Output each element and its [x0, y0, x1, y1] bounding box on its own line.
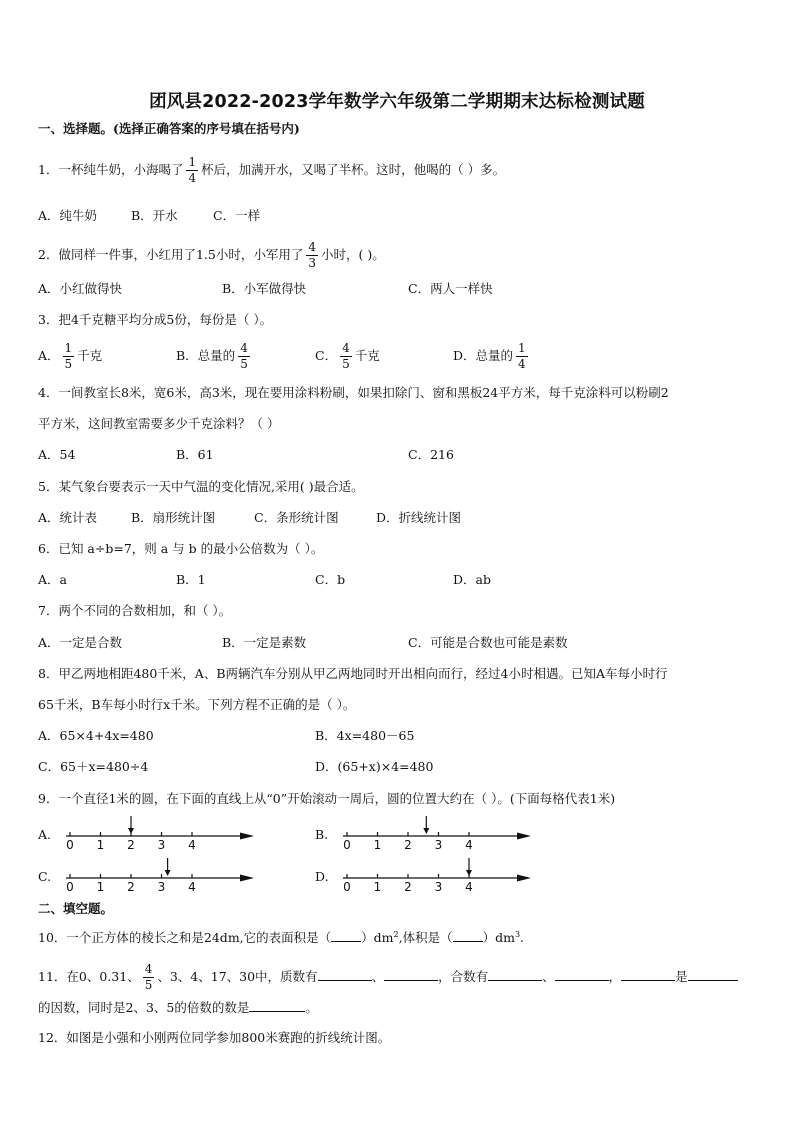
answer-blank[interactable] — [555, 968, 609, 981]
q3-option-c[interactable]: C． $\frac{4}{5}$ 千克 — [315, 341, 380, 371]
q1-option-a[interactable]: A．纯牛奶 — [38, 208, 98, 223]
q4-option-a[interactable]: A．54 — [38, 447, 76, 462]
number-line-tick-label: 1 — [96, 838, 105, 852]
q7-option-a[interactable]: A．一定是合数 — [38, 635, 123, 650]
number-line-tick-label: 4 — [465, 880, 473, 894]
q9-option-a-label[interactable]: A. — [38, 827, 52, 842]
number-line-tick-label: 2 — [404, 838, 412, 852]
q3-option-a[interactable]: A． $\frac{1}{5}$ 千克 — [38, 341, 103, 371]
question-9: 9．一个直径1米的圆，在下面的直线上从“0”开始滚动一周后，圆的位置大约在（ ）。(下面每格代表1米) — [38, 791, 616, 806]
question-1-stem: 1．一杯纯牛奶，小海喝了 — [38, 162, 184, 177]
answer-blank[interactable] — [453, 929, 483, 942]
answer-blank[interactable] — [331, 929, 361, 942]
number-line-tick-label: 2 — [127, 838, 135, 852]
q5-option-d[interactable]: D．折线统计图 — [376, 510, 462, 525]
q6-option-b[interactable]: B．1 — [176, 572, 206, 587]
number-line-tick-label: 4 — [465, 838, 473, 852]
position-marker-arrow — [128, 828, 134, 834]
fraction: $\frac{1}{4}$ — [188, 155, 197, 185]
position-marker-arrow — [165, 870, 171, 876]
number-line-tick-label: 0 — [66, 880, 74, 894]
number-line-tick-label: 3 — [434, 880, 443, 894]
q6-option-c[interactable]: C．b — [315, 572, 346, 587]
number-line-tick-label: 3 — [157, 880, 166, 894]
position-marker-arrow — [423, 828, 429, 834]
q9-number-line-b — [339, 814, 539, 854]
q3-option-d[interactable]: D．总量的 $\frac{1}{4}$ — [453, 341, 526, 371]
number-line-tick-label: 0 — [343, 880, 351, 894]
q6-option-a[interactable]: A．a — [38, 572, 67, 587]
q9-number-line-d — [339, 856, 539, 896]
q9-option-c-label[interactable]: C. — [38, 869, 52, 884]
number-line-tick-label: 0 — [66, 838, 74, 852]
number-line-tick-label: 4 — [188, 880, 196, 894]
q5-option-c[interactable]: C．条形统计图 — [254, 510, 339, 525]
number-line-tick-label: 1 — [373, 880, 382, 894]
section-heading-choice: 一、选择题。(选择正确答案的序号填在括号内) — [38, 121, 300, 136]
question-11-line-2: 的因数，同时是2、3、5的倍数的数是 。 — [38, 1000, 318, 1015]
q1-option-b[interactable]: B．开水 — [131, 208, 178, 223]
q2-option-c[interactable]: C．两人一样快 — [408, 281, 493, 296]
number-line-arrowhead — [240, 833, 254, 840]
page-title: 团风县2022-2023学年数学六年级第二学期期末达标检测试题 — [149, 92, 645, 112]
q7-option-b[interactable]: B．一定是素数 — [222, 635, 307, 650]
question-4-line-2: 平方米，这间教室需要多少千克涂料？（ ） — [38, 416, 280, 431]
number-line-arrowhead — [240, 875, 254, 882]
number-line-arrowhead — [517, 833, 531, 840]
section-heading-fill: 二、填空题。 — [38, 901, 114, 916]
q8-option-a[interactable]: A．65×4+4x=480 — [38, 728, 154, 743]
q4-option-c[interactable]: C．216 — [408, 447, 454, 462]
q9-number-line-a — [62, 814, 262, 854]
q2-option-a[interactable]: A．小红做得快 — [38, 281, 123, 296]
q1-option-c[interactable]: C．一样 — [213, 208, 261, 223]
number-line-tick-label: 1 — [373, 838, 382, 852]
question-11: 11．在0、0.31、 $\frac{4}{5}$ 、3、4、17、30中，质数有 、 ，合数有 、 ， 是 — [38, 962, 738, 993]
answer-blank[interactable] — [621, 968, 675, 981]
number-line-tick-label: 0 — [343, 838, 351, 852]
number-line-tick-label: 2 — [127, 880, 135, 894]
q5-option-a[interactable]: A．统计表 — [38, 510, 98, 525]
q9-option-d-label[interactable]: D. — [315, 869, 329, 884]
question-1 — [38, 155, 505, 186]
question-12: 12．如图是小强和小刚两位同学参加800米赛跑的折线统计图。 — [38, 1030, 391, 1045]
question-7: 7．两个不同的合数相加，和（ ）。 — [38, 603, 232, 618]
q6-option-d[interactable]: D．ab — [453, 572, 491, 587]
q9-number-line-c — [62, 856, 262, 896]
q2-option-b[interactable]: B．小军做得快 — [222, 281, 307, 296]
number-line-tick-label: 3 — [157, 838, 166, 852]
question-8-line-2: 65千米，B车每小时行x千米。下列方程不正确的是（ ）。 — [38, 697, 356, 712]
answer-blank[interactable] — [384, 968, 438, 981]
number-line-tick-label: 3 — [434, 838, 443, 852]
question-2: 2．做同样一件事，小红用了1.5小时，小军用了 $\frac{4}{3}$ 小时，( )。 — [38, 240, 385, 270]
question-3: 3．把4千克糖平均分成5份，每份是（ ）。 — [38, 312, 273, 327]
q3-option-b[interactable]: B．总量的 $\frac{4}{5}$ — [176, 341, 248, 371]
number-line-tick-label: 1 — [96, 880, 105, 894]
answer-blank[interactable] — [488, 968, 542, 981]
question-10: 10．一个正方体的棱长之和是24dm,它的表面积是（ ）$dm^2$,体积是（ ）$dm^3$. — [38, 930, 525, 946]
q8-option-c[interactable]: C．65＋x=480÷4 — [38, 759, 149, 774]
answer-blank[interactable] — [249, 999, 305, 1012]
q8-option-b[interactable]: B．4x=480－65 — [315, 728, 415, 743]
question-1-stem-end: 杯后，加满开水，又喝了半杯。这时，他喝的（ ）多。 — [201, 162, 506, 177]
position-marker-arrow — [466, 870, 472, 876]
number-line-tick-label: 2 — [404, 880, 412, 894]
q5-option-b[interactable]: B．扇形统计图 — [131, 510, 216, 525]
q9-option-b-label[interactable]: B. — [315, 827, 329, 842]
question-8-line-1: 8．甲乙两地相距480千米，A、B两辆汽车分别从甲乙两地同时开出相向而行，经过4小时相遇。已知A车每小时行 — [38, 666, 668, 681]
q7-option-c[interactable]: C．可能是合数也可能是素数 — [408, 635, 568, 650]
question-5: 5．某气象台要表示一天中气温的变化情况,采用( )最合适。 — [38, 479, 364, 494]
fraction: $\frac{4}{3}$ — [308, 240, 316, 270]
q4-option-b[interactable]: B．61 — [176, 447, 214, 462]
q8-option-d[interactable]: D．(65+x)×4=480 — [315, 759, 434, 774]
number-line-tick-label: 4 — [188, 838, 196, 852]
question-4-line-1: 4．一间教室长8米，宽6米，高3米，现在要用涂料粉刷，如果扣除门、窗和黑板24平方米，每千克涂料可以粉刷2 — [38, 385, 669, 400]
number-line-arrowhead — [517, 875, 531, 882]
answer-blank[interactable] — [318, 968, 372, 981]
question-6: 6．已知 a÷b=7，则 a 与 b 的最小公倍数为（ ）。 — [38, 541, 324, 556]
answer-blank[interactable] — [688, 968, 738, 981]
